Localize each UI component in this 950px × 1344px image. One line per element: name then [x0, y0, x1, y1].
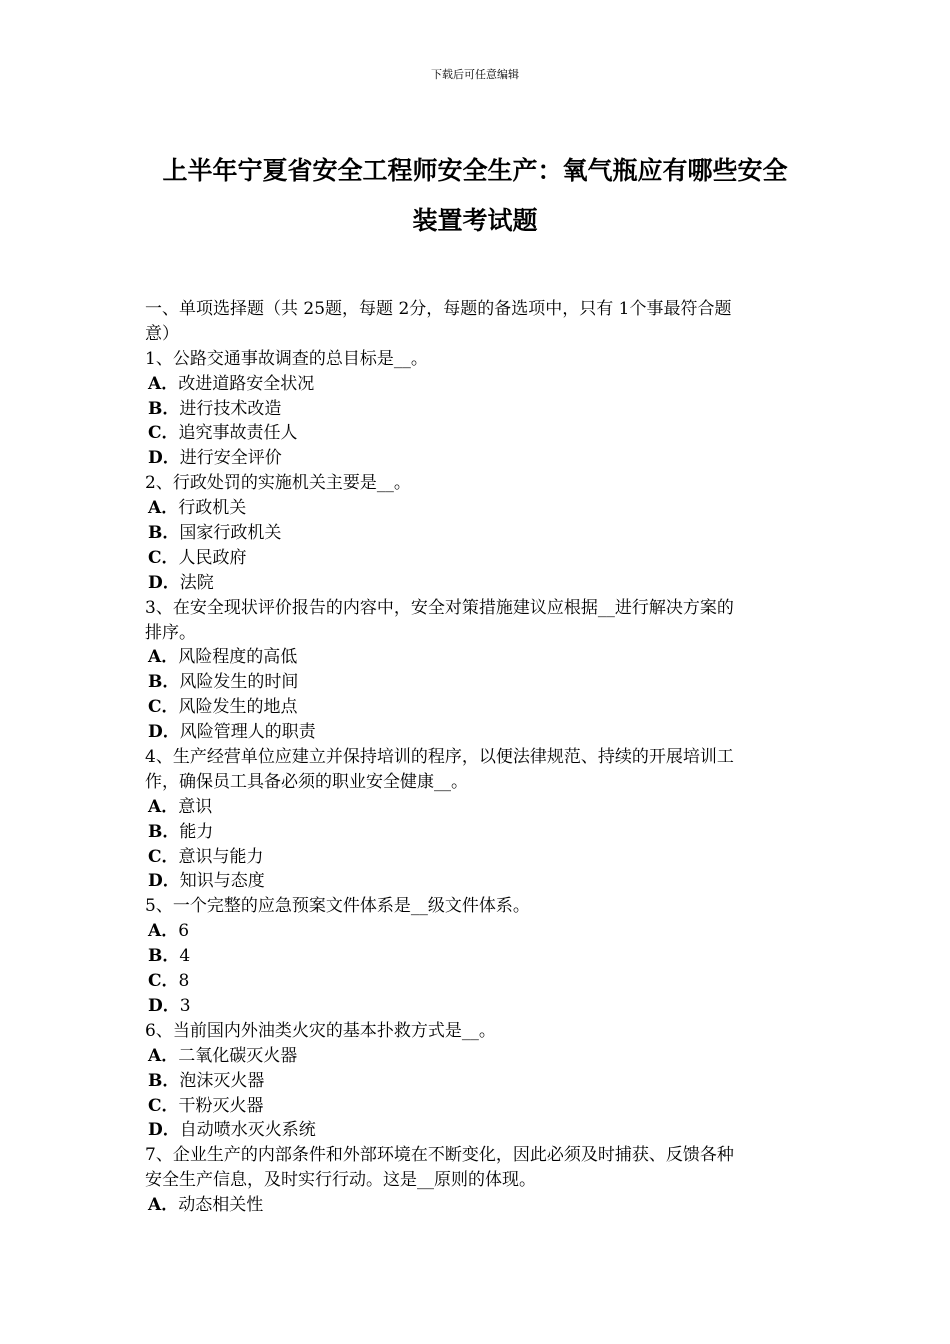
- option-text: 风险发生的地点: [178, 697, 298, 718]
- question-item: [145, 894, 807, 1018]
- answer-option: [145, 1044, 807, 1069]
- question-text: 7、企业生产的内部条件和外部环境在不断变化，因此必须及时捕获、反馈各种: [145, 1145, 734, 1166]
- answer-option: [145, 1118, 807, 1143]
- answer-option: [145, 695, 807, 720]
- answer-option: [145, 1094, 807, 1119]
- option-letter: A．: [148, 1195, 179, 1216]
- question-text: 1、公路交通事故调查的总目标是__。: [145, 348, 428, 369]
- option-letter: C．: [148, 547, 179, 568]
- answer-option: [145, 994, 807, 1019]
- header-note: 下载后可任意编辑: [431, 68, 519, 81]
- option-text: 法院: [179, 572, 214, 593]
- option-text: 改进道路安全状况: [178, 373, 315, 394]
- section-heading-line-1: 一、单项选择题（共 25题，每题 2分，每题的备选项中，只有 1个事最符合题: [145, 299, 732, 319]
- answer-option: [145, 869, 807, 894]
- option-text: 4: [179, 946, 191, 967]
- answer-option: [145, 496, 807, 521]
- option-letter: D．: [148, 1120, 180, 1141]
- answer-option: [145, 820, 807, 845]
- answer-option: [145, 919, 807, 944]
- option-letter: B．: [148, 672, 180, 693]
- option-letter: D．: [148, 995, 180, 1016]
- answer-option: [145, 546, 807, 571]
- answer-option: [145, 795, 807, 820]
- question-item: [145, 745, 807, 894]
- option-text: 意识与能力: [178, 846, 264, 867]
- option-text: 风险程度的高低: [178, 647, 298, 668]
- answer-option: [145, 571, 807, 596]
- option-letter: D．: [148, 448, 180, 469]
- option-letter: A．: [148, 921, 179, 942]
- question-item: [145, 471, 807, 595]
- option-text: 人民政府: [178, 547, 247, 568]
- option-text: 能力: [179, 821, 214, 842]
- option-text: 泡沫灭火器: [179, 1070, 265, 1091]
- answer-option: [145, 446, 807, 471]
- answer-option: [145, 421, 807, 446]
- option-text: 行政机关: [178, 498, 247, 519]
- option-letter: B．: [148, 946, 180, 967]
- question-text: 4、生产经营单位应建立并保持培训的程序，以便法律规范、持续的开展培训工: [145, 747, 734, 768]
- question-text: 作，确保员工具备必须的职业安全健康__。: [145, 771, 468, 792]
- answer-option: [145, 521, 807, 546]
- option-text: 自动喷水灭火系统: [179, 1120, 316, 1141]
- option-letter: C．: [148, 697, 179, 718]
- answer-option: [145, 845, 807, 870]
- option-letter: C．: [148, 971, 179, 992]
- title-line-2: 装置考试题: [412, 206, 538, 235]
- option-text: 进行安全评价: [179, 448, 282, 469]
- option-text: 追究事故责任人: [178, 423, 298, 444]
- option-letter: C．: [148, 423, 179, 444]
- option-text: 动态相关性: [178, 1195, 264, 1216]
- option-letter: B．: [148, 1070, 180, 1091]
- question-item: [145, 1019, 807, 1143]
- option-text: 意识: [178, 796, 213, 817]
- answer-option: [145, 1069, 807, 1094]
- answer-option: [145, 1193, 807, 1218]
- option-text: 干粉灭火器: [178, 1095, 264, 1116]
- option-letter: D．: [148, 572, 180, 593]
- option-letter: B．: [148, 398, 180, 419]
- answer-option: [145, 372, 807, 397]
- question-text: 3、在安全现状评价报告的内容中，安全对策措施建议应根据__进行解决方案的: [145, 597, 734, 618]
- option-letter: A．: [148, 498, 179, 519]
- option-text: 风险管理人的职责: [179, 722, 316, 743]
- option-letter: A．: [148, 1045, 179, 1066]
- option-letter: A．: [148, 647, 179, 668]
- option-text: 国家行政机关: [179, 523, 282, 544]
- option-text: 8: [178, 971, 190, 992]
- answer-option: [145, 645, 807, 670]
- section-heading-line-2: 意）: [145, 323, 179, 344]
- document-title: [130, 146, 820, 246]
- answer-option: [145, 720, 807, 745]
- option-text: 知识与态度: [179, 871, 265, 892]
- option-letter: D．: [148, 871, 180, 892]
- option-letter: C．: [148, 1095, 179, 1116]
- answer-option: [145, 397, 807, 422]
- option-text: 二氧化碳灭火器: [178, 1045, 298, 1066]
- question-text: 2、行政处罚的实施机关主要是__。: [145, 473, 411, 494]
- option-letter: B．: [148, 821, 180, 842]
- answer-option: [145, 944, 807, 969]
- question-text: 5、一个完整的应急预案文件体系是__级文件体系。: [145, 896, 530, 917]
- title-line-1: 上半年宁夏省安全工程师安全生产：氧气瓶应有哪些安全: [162, 156, 788, 185]
- option-text: 进行技术改造: [179, 398, 282, 419]
- question-text: 6、当前国内外油类火灾的基本扑救方式是__。: [145, 1020, 496, 1041]
- question-text: 安全生产信息，及时实行行动。这是__原则的体现。: [145, 1170, 536, 1191]
- option-letter: C．: [148, 846, 179, 867]
- question-text: 排序。: [145, 622, 196, 643]
- question-item: [145, 347, 807, 471]
- question-item: [145, 596, 807, 745]
- answer-option: [145, 969, 807, 994]
- question-list: [145, 297, 807, 1218]
- option-letter: B．: [148, 523, 180, 544]
- option-letter: D．: [148, 722, 180, 743]
- question-item: [145, 1143, 807, 1218]
- option-text: 3: [179, 995, 191, 1016]
- option-letter: A．: [148, 796, 179, 817]
- answer-option: [145, 670, 807, 695]
- option-text: 6: [178, 921, 190, 942]
- option-letter: A．: [148, 373, 179, 394]
- option-text: 风险发生的时间: [179, 672, 299, 693]
